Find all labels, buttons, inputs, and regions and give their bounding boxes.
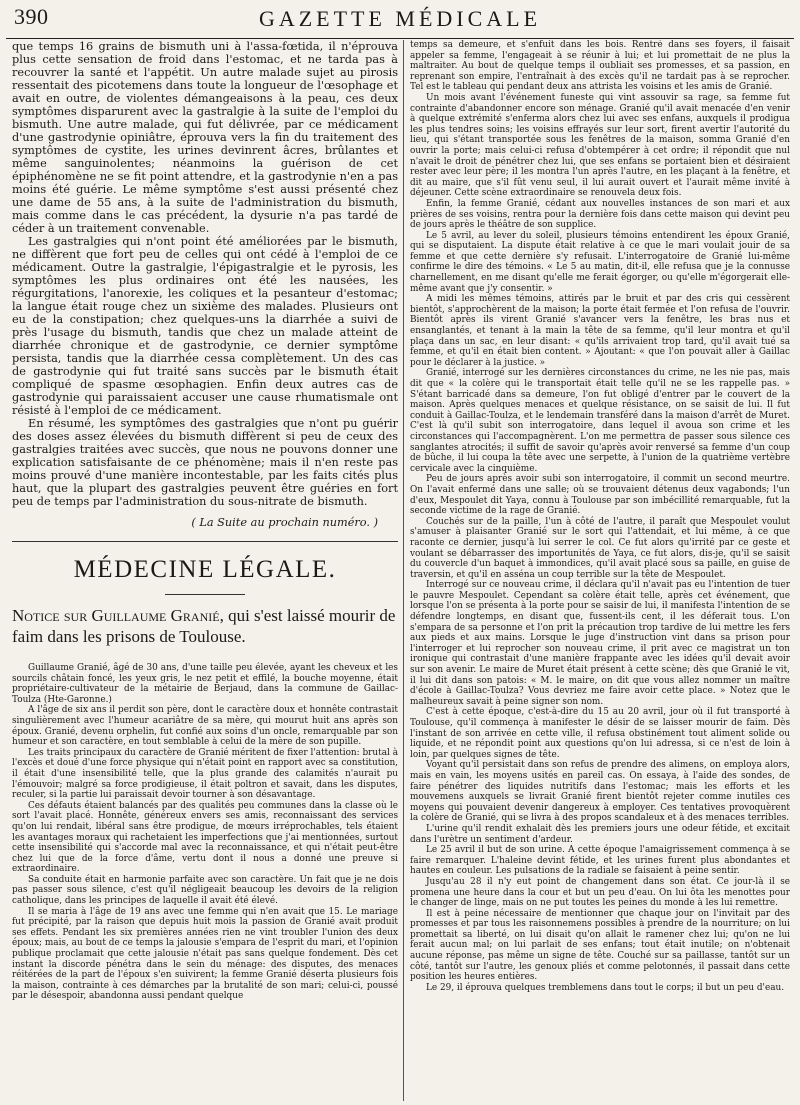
paragraph: Interrogé sur ce nouveau crime, il déclara qu'il n'avait pas eu l'intention de tuer le pauvre Mespoulet. Cependant sa colère était telle, après cet événement, que lorsque l'on se présenta à la porte pour se saisir de lui, il manifesta l'intention de se défendre longtemps, en disant que, fussent-ils cent, il les déferait tous. L'on s'empara de sa personne et l'on prit la précaution trop tardive de lui mettre les fers aux pieds et aux mains. Lorsque le juge d'instruction vint dans sa prison pour l'interroger et lui reprocher son nouveau crime, il prit avec ce magistrat un ton ironique qui contrastait d'une manière frappante avec les idées qu'il devait avoir sur son avenir. Le maire de Muret était présent à cette scène; dès que Granié le vit, il lui dit dans son patois: « M. le maire, on dit que vous allez nommer un maître d'école à Gaillac-Toulza? Vous devriez me faire avoir cette place. » Notez que le malheureux savait à peine signer son nom. [410, 580, 790, 707]
page-header [6, 0, 794, 39]
article-title-lead: Notice sur Guillaume Granié [12, 606, 220, 625]
paragraph: Un mois avant l'événement funeste qui vint assouvir sa rage, sa femme fut contrainte d'abandonner encore son ménage. Granié qu'il avait menacée d'en venir à quelque extrémité s'enferma alors chez lui avec ses enfans, auxquels il prodigua les plus tendres soins; les voisins effrayés sur leur sort, firent avertir l'autorité du lieu, qui s'étant transportée sous les fenêtres de la maison, somma Granié d'en ouvrir la porte; mais celui-ci refusa d'obtempérer à cet ordre; il répondit que nul n'avait le droit de pénétrer chez lui, que ses enfans se portaient bien et désiraient rester avec leur père; il les montra l'un après l'autre, en les plaçant à la fenêtre, et dit au maire, que s'il fût venu seul, il lui aurait ouvert et l'aurait même invité à déjeuner. Cette scène extraordinaire se renouvela deux fois. [410, 92, 790, 199]
article-body [12, 663, 398, 1002]
paragraph: C'est à cette époque, c'est-à-dire du 15 au 20 avril, jour où il fut transporté à Toulouse, qu'il commença à manifester le désir de se laisser mourir de faim. Dès l'instant de son arrivée en cette ville, il refusa obstinément tout aliment solide ou liquide, et ne répondit point aux questions qu'on lui adressa, si ce n'est de loin à loin, par quelques signes de tête. [410, 707, 790, 760]
paragraph: L'urine qu'il rendit exhalait dès les premiers jours une odeur fétide, et excitait dans l'urètre un sentiment d'ardeur. [410, 823, 790, 845]
article-title [12, 605, 398, 647]
left-column [12, 40, 398, 1101]
paragraph: A l'âge de six ans il perdit son père, dont le caractère doux et honnête contrastait singulièrement avec l'humeur acariâtre de sa mère, qui mourut huit ans après son époux. Granié, devenu orphelin, fut confié aux soins d'un oncle, remarquable par son humeur et son caractère, en tout semblable à celui de la mère de son pupille. [12, 705, 398, 748]
article-title-rest: , qui s'est laissé mourir de faim dans les prisons de Toulouse. [12, 606, 396, 646]
paragraph: En résumé, les symptômes des gastralgies que n'ont pu guérir des doses assez élevées du bismuth diffèrent si peu de ceux des gastralgies traitées avec succès, que nous ne pouvons donner une explication satisfaisante de ce phénomène; mais il n'en reste pas moins prouvé d'une manière incontestable, par les faits cités plus haut, que la plupart des gastralgies peuvent être guéries en fort peu de temps par l'administration du sous-nitrate de bismuth. [12, 417, 398, 508]
paragraph: Sa conduite était en harmonie parfaite avec son caractère. Un fait que je ne dois pas passer sous silence, c'est qu'il négligeait beaucoup les devoirs de la religion catholique, dans les principes de laquelle il avait été élevé. [12, 874, 398, 907]
paragraph: que temps 16 grains de bismuth uni à l'assa-fœtida, il n'éprouva plus cette sensation de froid dans l'estomac, et ne tarda pas à recouvrer la santé et l'appétit. Un autre malade sujet au pirosis ressentait des picotemens dans toute la longueur de l'œsophage et avait en outre, de violentes démangeaisons à la peau, ces deux symptômes disparurent avec la gastralgie à la suite de l'emploi du bismuth. Une autre malade, qui fut délivrée, par ce médicament d'une gastrodynie opiniâtre, éprouva vers la fin du traitement des symptômes de cystite, les urines devinrent âcres, brûlantes et même sanguinolentes; néanmoins la guérison de cet épiphénomène ne se fit point attendre, et la gastrodynie n'en a pas moins été guérie. Le même symptôme s'est aussi présenté chez une dame de 55 ans, à la suite de l'administration du bismuth, mais comme dans le cas précédent, la dysurie n'a pas tardé de céder à un traitement convenable. [12, 40, 398, 235]
paragraph: temps sa demeure, et s'enfuit dans les bois. Rentré dans ses foyers, il faisait appeler sa femme, l'engageait à se réunir à lui; et lui promettait de ne plus la maltraiter. Au bout de quelque temps il oubliait ses promesses, et sa passion, en reprenant son empire, l'entraînait à des excès qu'il ne tardait pas à se reprocher. Tel est le tableau qui pendant deux ans attrista les voisins et les amis de Granié. [410, 40, 790, 93]
paragraph: Guillaume Granié, âgé de 30 ans, d'une taille peu élevée, ayant les cheveux et les sourcils châtain foncé, les yeux gris, le nez petit et effilé, la bouche moyenne, était propriétaire-cultivateur de la métairie de Berjaud, dans la commune de Gaillac-Toulza (Hte-Garonne.) [12, 663, 398, 705]
paragraph: Le 5 avril, au lever du soleil, plusieurs témoins entendirent les époux Granié, qui se disputaient. La dispute était relative à ce que le mari voulait jouir de sa femme et que cette dernière s'y refusait. L'interrogatoire de Granié lui-même confirme le dire des témoins. « Le 5 au matin, dit-il, elle refusa que je la connusse charnellement, en me disant qu'elle me ferait égorger, ou qu'elle m'égorgerait elle-même avant que j'y consentir. » [410, 230, 790, 294]
paragraph: Les traits principaux du caractère de Granié méritent de fixer l'attention: brutal à l'excès et doué d'une force physique qui n'était point en rapport avec sa constitution, il était d'une insensibilité telle, que la plus grande des calamités n'aurait pu l'émouvoir; malgré sa force prodigieuse, il était poltron et savait, dans les disputes, reculer, si la partie lui paraissait devoir tourner à son désavantage. [12, 747, 398, 801]
paragraph: Jusqu'au 28 il n'y eut point de changement dans son état. Ce jour-là il se promena une heure dans la cour et but un peu d'eau. On lui ôta les menottes pour le changer de linge, mais on ne put toutes les peines du monde à les lui remettre. [410, 876, 790, 909]
continued-notice: ( La Suite au prochain numéro. ) [191, 516, 378, 529]
right-column [410, 40, 790, 1101]
left-intro [12, 40, 398, 508]
paragraph: Les gastralgies qui n'ont point été améliorées par le bismuth, ne diffèrent que fort peu de celles qui ont cédé à l'emploi de ce médicament. Outre la gastralgie, l'épigastralgie et le pyrosis, les symptômes les plus ordinaires ont été les nausées, les régurgitations, l'anorexie, les coliques et la pesanteur d'estomac; la langue était rouge chez un sixième des malades. Plusieurs ont eu de la constipation; chez quelques-uns la diarrhée a suivi de près l'usage du bismuth, tandis que chez un malade atteint de diarrhée chronique et de gastrodynie, ce dernier symptôme persista, tandis que la diarrhée cessa complètement. Un des cas de gastrodynie qui fut traité sans succès par le bismuth était compliqué de spasme œsophagien. Enfin deux autres cas de gastrodynie qui paraissaient accuser une cause rhumatismale ont résisté à l'emploi de ce médicament. [12, 235, 398, 417]
paragraph: Ces défauts étaient balancés par des qualités peu communes dans la classe où le sort l'avait placé. Honnête, généreux envers ses amis, reconnaissant des services qu'on lui rendait, libéral sans être prodigue, de mœurs irréprochables, tels étaient les avantages moraux qui rachetaient les imperfections que j'ai mentionnées, surtout cette insensibilité qui s'accorde mal avec la reconnaissance, et qui n'était peut-être chez lui que de la force d'âme, vertu dont il nous a donné une preuve si extraordinaire. [12, 800, 398, 875]
paragraph: Granié, interrogé sur les dernières circonstances du crime, ne les nie pas, mais dit que « la colère qui le transportait était telle qu'il ne se les rappelle pas. » S'étant barricadé dans sa demeure, l'on fut obligé d'entrer par le couvert de la maison. Après quelques menaces et quelque résistance, on se saisit de lui. Il fut conduit à Gaillac-Toulza, et le lendemain transféré dans la maison d'arrêt de Muret. C'est là qu'il subit son interrogatoire, dans lequel il avoua son crime et les circonstances qui l'accompagnèrent. L'on me permettra de passer sous silence ces sanglantes atrocités; il suffit de savoir qu'après avoir renversé sa femme d'un coup de bûche, il lui coupa la tête avec une serpette, à l'union de la quatrième vertèbre cervicale avec la cinquième. [410, 368, 790, 474]
paragraph: Peu de jours après avoir subi son interrogatoire, il commit un second meurtre. On l'avait enfermé dans une salle; où se trouvaient détenus deux vagabonds; l'un d'eux, Mespoulet dit Yaya, connu à Toulouse par son imbécillité remarquable, fut la seconde victime de la rage de Granié. [410, 474, 790, 517]
paragraph: Voyant qu'il persistait dans son refus de prendre des alimens, on employa alors, mais en vain, les moyens usités en pareil cas. On essaya, à l'aide des sondes, de faire pénétrer des liquides nutritifs dans l'estomac; mais les efforts et les mouvemens auxquels se livrait Granié firent bientôt rejeter comme inutiles ces moyens qui pouvaient devenir dangereux à employer. Ces tentatives provoquèrent la colère de Granié, qui se livra à des propos scandaleux et à des menaces terribles. [410, 760, 790, 824]
paragraph: Il se maria à l'âge de 19 ans avec une femme qui n'en avait que 15. Le mariage fut précipité, par la raison que depuis huit mois la passion de Granié avait produit ses effets. Pendant les six premières années rien ne vint troubler l'union des deux époux; mais, au bout de ce temps la jalousie s'empara de l'esprit du mari, et l'opinion publique proclamait que cette jalousie n'était pas sans quelque fondement. Dès cet instant la discorde pénétra dans le sein du ménage: des disputes, des menaces réitérées de la part de l'époux s'en suivirent; la femme Granié déserta plusieurs fois la maison, contrainte à ces démarches par la brutalité de son mari; celui-ci, poussé par le désespoir, abandonna aussi pendant quelque [12, 906, 398, 1002]
paragraph: Couchés sur de la paille, l'un à côté de l'autre, il paraît que Mespoulet voulut s'amuser à plaisanter Granié sur le sort qui l'attendait, et lui même, à ce que raconte ce dernier, jusqu'à lui serrer le col. Ce fut alors qu'irrité par ce geste et voulant se débarrasser des importunités de Yaya, ce fut alors, dis-je, qu'il se saisit du couvercle d'un baquet à immondices, qu'il avait placé sous sa paille, en guise de traversin, et qu'il en asséna un coup terrible sur la tête de Mespoulet. [410, 516, 790, 580]
journal-title: GAZETTE MÉDICALE [258, 6, 542, 31]
page-number: 390 [14, 4, 49, 29]
paragraph: A midi les mêmes témoins, attirés par le bruit et par des cris qui cessèrent bientôt, s'approchèrent de la maison; la porte était fermée et l'on refusa de l'ouvrir. Bientôt après ils virent Granié s'avancer vers la fenêtre, les bras nus et ensanglantés, et tenant à la main la tête de sa femme, qu'il leur montra et qu'il plaça dans un sac, en leur disant: « qu'ils arrivaient trop tard, qu'il avait tué sa femme, et qu'il en était bien content. » Ajoutant: « que l'on pouvait aller à Gaillac pour le déclarer à la justice. » [410, 294, 790, 368]
title-rule [165, 594, 245, 595]
paragraph: Le 29, il éprouva quelques tremblemens dans tout le corps; il but un peu d'eau. [426, 982, 785, 993]
column-divider [403, 40, 404, 1101]
paragraph: Le 25 avril il but de son urine. A cette époque l'amaigrissement commença à se faire remarquer. L'haleine devint fétide, et les urines furent plus abondantes et hautes en couleur. Les pulsations de la radiale se faisaient à peine sentir. [410, 845, 790, 877]
section-rule [12, 541, 398, 542]
paragraph: Enfin, la femme Granié, cédant aux nouvelles instances de son mari et aux prières de ses voisins, rentra pour la dernière fois dans cette maison qui devint peu de jours après le théâtre de son supplice. [410, 198, 790, 231]
section-title: MÉDECINE LÉGALE. [73, 556, 337, 583]
paragraph: Il est à peine nécessaire de mentionner que chaque jour on l'invitait par des promesses et par tous les raisonnemens possibles à prendre de la nourriture; on lui promettait sa liberté, on lui disait qu'on allait le ramener chez lui; qu'on ne lui ferait aucun mal; on lui parlait de ses enfans; tout était inutile; on n'obtenait aucune réponse, pas même un signe de tête. Couché sur sa paillasse, tantôt sur un côté, tantôt sur l'autre, les genoux pliés et comme pelotonnés, il passait dans cette position les heures entières. [410, 908, 790, 983]
